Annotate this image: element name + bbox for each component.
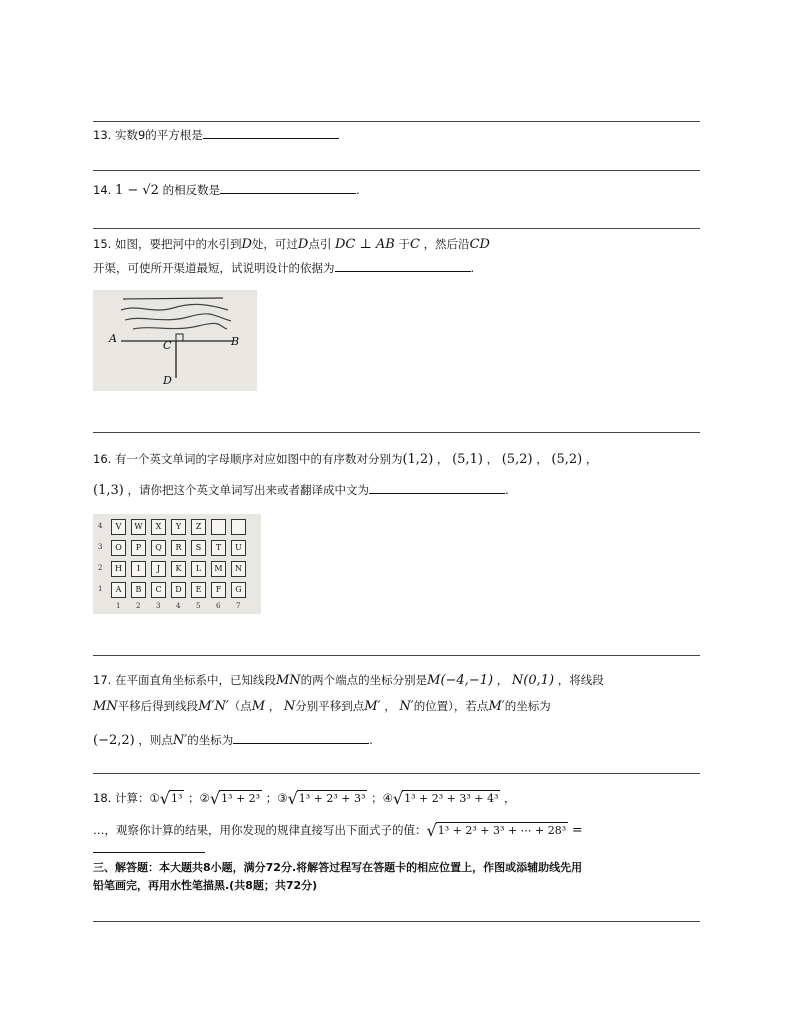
grid-y-label: 4 xyxy=(98,522,103,530)
var-cd: CD xyxy=(469,237,490,252)
grid-x-label: 4 xyxy=(176,602,181,610)
perp-expression: DC ⊥ AB xyxy=(334,237,395,252)
question-14 xyxy=(93,181,360,199)
q14-expression: 1 − √2 xyxy=(114,183,159,198)
q15-text: 点引 xyxy=(308,237,332,251)
section-3-heading xyxy=(93,860,582,876)
var-m-prime: M′ xyxy=(488,699,505,714)
var-mn-prime: M′N′ xyxy=(198,699,229,714)
grid-cell: H xyxy=(111,561,126,577)
var-m-prime: M′ xyxy=(364,699,381,714)
var-m: M xyxy=(251,699,266,714)
answer-blank[interactable] xyxy=(203,126,339,139)
letter-grid-figure xyxy=(93,514,261,614)
var-d: D xyxy=(297,237,309,252)
grid-y-label: 3 xyxy=(98,543,103,551)
label-d: D xyxy=(163,374,172,387)
q16-text: 16. 有一个英文单词的字母顺序对应如图中的有序数对分别为 xyxy=(93,452,403,466)
q16-text: ，请你把这个英文单词写出来或者翻译成中文为 xyxy=(127,483,369,497)
point-m: M(−4,−1) xyxy=(427,673,494,688)
var-n-prime: N′ xyxy=(399,699,414,714)
coordinate: (−2,2) xyxy=(93,733,135,748)
question-17-line1: 17. 在平面直角坐标系中，已知线段MN的两个端点的坐标分别是M(−4,−1) ， N(0,1) ，将线段 xyxy=(93,673,604,688)
q17-text: ，将线段 xyxy=(557,673,604,687)
var-d: D xyxy=(241,237,252,252)
grid-cell xyxy=(211,519,226,535)
grid-y-label: 2 xyxy=(98,564,103,572)
grid-cell: M xyxy=(211,561,226,577)
grid-x-label: 3 xyxy=(156,602,161,610)
q18-text: 18. 计算：① xyxy=(93,791,160,805)
grid-cell: S xyxy=(191,540,206,556)
ordered-pair: (5,2) xyxy=(501,452,533,467)
grid-cell: T xyxy=(211,540,226,556)
answer-blank[interactable] xyxy=(335,259,471,272)
ordered-pair: (1,3) xyxy=(93,483,124,498)
grid-cell: C xyxy=(151,582,166,598)
grid-cell: N xyxy=(231,561,246,577)
q17-text: 的两个端点的坐标分别是 xyxy=(300,673,428,687)
q13-text: 13. 实数9的平方根是 xyxy=(93,128,203,142)
q17-text: 的坐标为 xyxy=(504,699,551,713)
question-17-line2: MN平移后得到线段M′N′（点M ， N分别平移到点M′ ， N′的位置），若点M′的坐标为 xyxy=(93,699,551,714)
question-16-line1: 16. 有一个英文单词的字母顺序对应如图中的有序数对分别为(1,2) ， (5,1) ， (5,2) ， (5,2) ， xyxy=(93,452,598,467)
q15-text: 开渠，可使所开渠道最短，试说明设计的依据为 xyxy=(93,261,335,275)
question-18-line2 xyxy=(93,822,583,839)
sqrt-expression: √1³ + 2³ + 3³ + 4³ xyxy=(392,789,499,808)
q14-text: 的相反数是 xyxy=(162,183,221,197)
ordered-pair: (5,2) xyxy=(551,452,583,467)
q17-text: （点 xyxy=(228,699,252,713)
grid-cell: Q xyxy=(151,540,166,556)
answer-blank[interactable] xyxy=(233,731,369,744)
section-3-heading-line2 xyxy=(93,878,317,894)
answer-blank[interactable] xyxy=(369,481,505,494)
grid-cell: I xyxy=(131,561,146,577)
var-n-prime: N′ xyxy=(172,733,188,748)
grid-cell: R xyxy=(171,540,186,556)
q18-text: ；② xyxy=(188,791,210,805)
grid-cell: V xyxy=(111,519,126,535)
grid-y-label: 1 xyxy=(98,585,103,593)
question-15-line2 xyxy=(93,259,474,276)
q15-text: 处，可过 xyxy=(251,237,298,251)
section-3-text: 铅笔画完，再用水性笔描黑.(共8题；共72分) xyxy=(93,879,318,892)
q18-text: ；④ xyxy=(371,791,393,805)
question-17-line3 xyxy=(93,731,373,749)
var-n: N xyxy=(283,699,296,714)
answer-blank[interactable] xyxy=(93,842,205,853)
label-a: A xyxy=(109,332,117,345)
divider xyxy=(93,773,700,774)
q17-text: 分别平移到点 xyxy=(295,699,365,713)
q16-end: . xyxy=(504,483,509,497)
question-15-line1 xyxy=(93,236,490,253)
divider xyxy=(93,121,700,122)
grid-cell: Z xyxy=(191,519,206,535)
grid-cell: E xyxy=(191,582,206,598)
q17-text: ，则点 xyxy=(138,733,173,747)
q15-text: 于 xyxy=(398,237,410,251)
divider xyxy=(93,655,700,656)
var-c: C xyxy=(409,237,420,252)
q17-text: 的坐标为 xyxy=(187,733,234,747)
grid-cell: F xyxy=(211,582,226,598)
label-b: B xyxy=(231,335,240,348)
grid-cell: Y xyxy=(171,519,186,535)
sqrt-expression: √1³ + 2³ + 3³ xyxy=(287,789,366,808)
q15-text: 15. 如图，要把河中的水引到 xyxy=(93,237,242,251)
label-c: C xyxy=(163,339,172,352)
var-mn: MN xyxy=(93,699,118,714)
grid-x-label: 7 xyxy=(236,602,241,610)
q18-text: …，观察你计算的结果，用你发现的规律直接写出下面式子的值： xyxy=(93,823,427,837)
divider xyxy=(93,228,700,229)
river-figure xyxy=(93,290,257,391)
grid-cell: D xyxy=(171,582,186,598)
grid-x-label: 6 xyxy=(216,602,221,610)
grid-cell: L xyxy=(191,561,206,577)
grid-cell: P xyxy=(131,540,146,556)
q17-text: 的位置），若点 xyxy=(413,699,489,713)
grid-cell: B xyxy=(131,582,146,598)
section-3-text: 三、解答题：本大题共8小题，满分72分.将解答过程写在答题卡的相应位置上，作图或添辅助线先用 xyxy=(93,861,583,874)
question-16-line2 xyxy=(93,481,509,499)
grid-cell: U xyxy=(231,540,246,556)
divider xyxy=(93,432,700,433)
q18-text: ；③ xyxy=(265,791,288,805)
grid-cell xyxy=(231,519,246,535)
q15-text: ，然后沿 xyxy=(423,237,470,251)
grid-x-label: 5 xyxy=(196,602,201,610)
q17-text: 平移后得到线段 xyxy=(117,699,199,713)
equals-sign: = xyxy=(571,823,583,838)
question-13 xyxy=(93,126,339,143)
grid-cell: K xyxy=(171,561,186,577)
answer-blank[interactable] xyxy=(220,181,356,194)
grid-cell: A xyxy=(111,582,126,598)
point-n: N(0,1) xyxy=(511,673,555,688)
sqrt-expression: √1³ + 2³ + 3³ + ⋯ + 28³ xyxy=(426,821,567,840)
grid-x-label: 2 xyxy=(136,602,141,610)
grid-x-label: 1 xyxy=(116,602,121,610)
question-18-line1 xyxy=(93,790,516,807)
q15-end: . xyxy=(470,261,475,275)
q17-end: . xyxy=(369,733,373,747)
sqrt-expression: √1³ xyxy=(159,789,183,808)
sqrt-expression: √1³ + 2³ xyxy=(209,789,261,808)
grid-cell: J xyxy=(151,561,166,577)
q18-text: ， xyxy=(504,791,516,805)
divider xyxy=(93,921,700,922)
grid-cell: X xyxy=(151,519,166,535)
q14-num: 14. xyxy=(93,183,112,197)
ordered-pair: (1,2) xyxy=(402,452,434,467)
grid-cell: W xyxy=(131,519,146,535)
var-mn: MN xyxy=(275,673,301,688)
q14-end: . xyxy=(356,183,360,197)
divider xyxy=(93,170,700,171)
q17-text: 17. 在平面直角坐标系中，已知线段 xyxy=(93,673,276,687)
grid-cell: O xyxy=(111,540,126,556)
grid-cell: G xyxy=(231,582,246,598)
ordered-pair: (5,1) xyxy=(452,452,483,467)
